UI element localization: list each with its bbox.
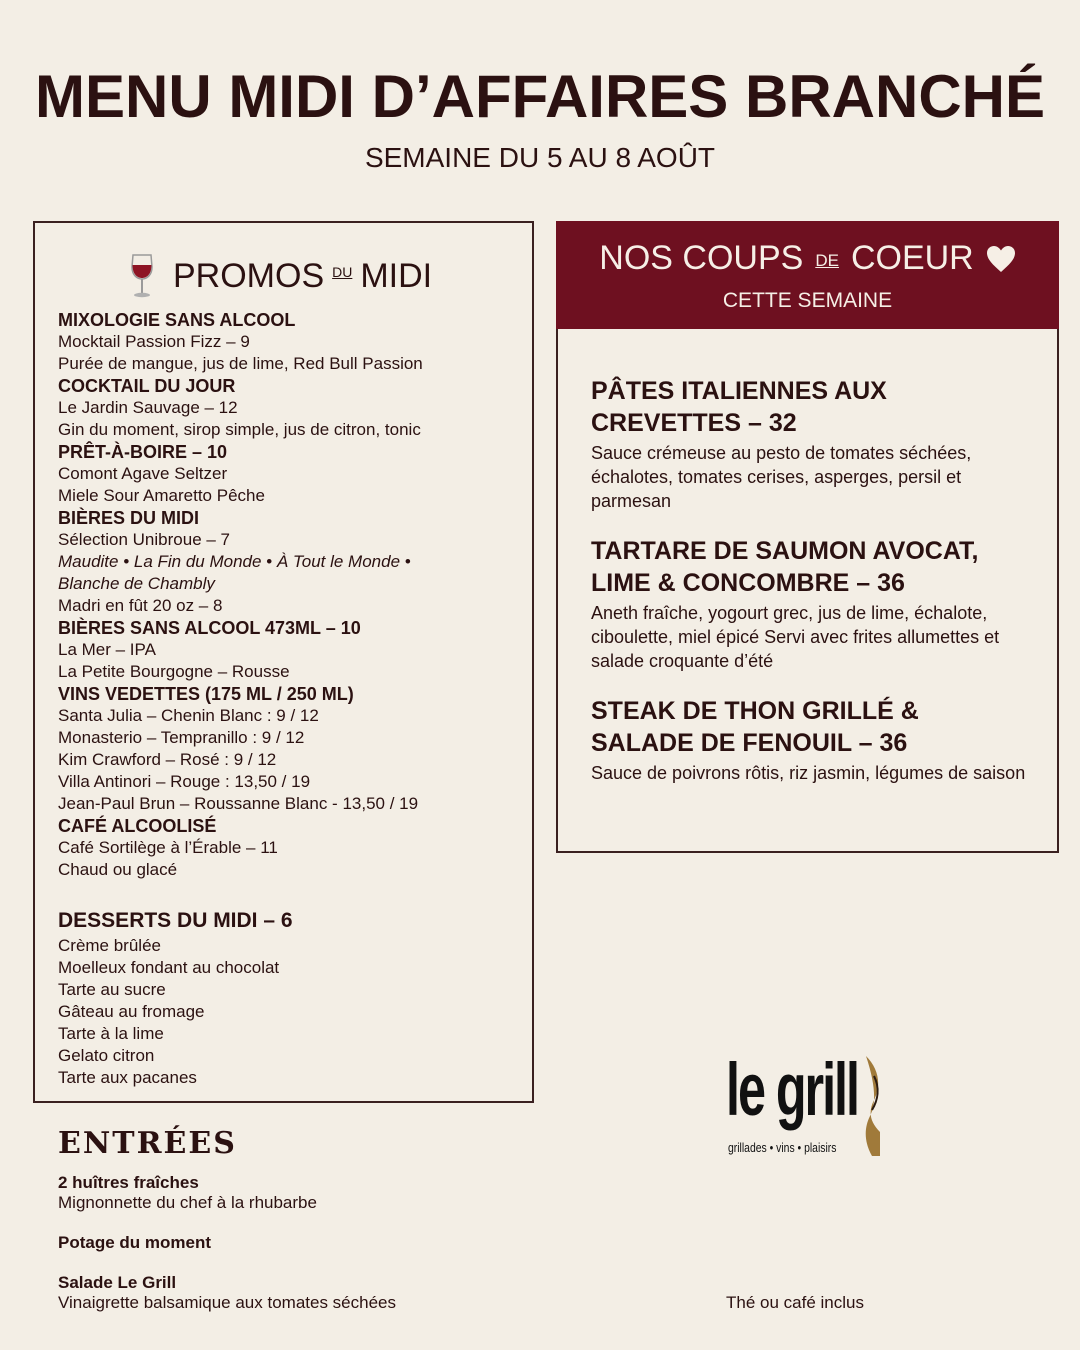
promo-line: Chaud ou glacé <box>58 860 178 879</box>
promo-line: Mocktail Passion Fizz – 9 <box>58 332 250 351</box>
entree-name: Salade Le Grill <box>58 1273 177 1292</box>
entree-item <box>58 1273 558 1313</box>
promo-line: Jean-Paul Brun – Roussanne Blanc - 13,50 / 19 <box>58 794 419 813</box>
coups-de-coeur-header <box>556 221 1059 329</box>
promo-section-heading: VINS VEDETTES (175 ML / 250 ML) <box>58 684 354 704</box>
dessert-item: Tarte à la lime <box>58 1024 164 1043</box>
coeur-subtitle: CETTE SEMAINE <box>722 289 893 312</box>
entree-description: Vinaigrette balsamique aux tomates séchées <box>58 1293 396 1312</box>
promo-line: Comont Agave Seltzer <box>58 464 228 483</box>
flame-accent-icon <box>860 1056 886 1156</box>
promo-line: Gin du moment, sirop simple, jus de citron, tonic <box>58 420 421 439</box>
dessert-item: Gelato citron <box>58 1046 155 1065</box>
desserts-heading: DESSERTS DU MIDI – 6 <box>58 909 293 932</box>
entree-description: Mignonnette du chef à la rhubarbe <box>58 1193 317 1212</box>
dish-item <box>591 375 1031 513</box>
dish-description: Sauce de poivrons rôtis, riz jasmin, légumes de saison <box>591 763 1026 783</box>
coeur-title: NOS COUPS <box>599 239 804 277</box>
footer-note: Thé ou café inclus <box>726 1293 864 1312</box>
dish-description: Aneth fraîche, yogourt grec, jus de lime, échalote, ciboulette, miel épicé Servi avec frites allumettes et salade croquante d’été <box>591 603 1000 671</box>
dish-name: PÂTES ITALIENNES AUX CREVETTES – 32 <box>591 377 887 437</box>
promo-line: La Mer – IPA <box>58 640 156 659</box>
promo-section-heading: PRÊT-À-BOIRE – 10 <box>58 442 228 462</box>
coeur-title-de: DE <box>815 250 839 270</box>
promo-line: Le Jardin Sauvage – 12 <box>58 398 238 417</box>
promo-line: Purée de mangue, jus de lime, Red Bull Passion <box>58 354 423 373</box>
promo-line: Villa Antinori – Rouge : 13,50 / 19 <box>58 772 311 791</box>
dish-item <box>591 695 1031 785</box>
promo-line: Blanche de Chambly <box>58 574 215 593</box>
promo-line: Sélection Unibroue – 7 <box>58 530 231 549</box>
promos-title-du: DU <box>332 264 353 280</box>
coups-de-coeur-box <box>556 221 1059 853</box>
promo-line: Maudite • La Fin du Monde • À Tout le Monde • <box>58 552 411 571</box>
entree-item <box>58 1173 558 1213</box>
entrees-title: ENTRÉES <box>58 1126 237 1161</box>
promos-title: PROMOS <box>173 256 325 295</box>
heart-icon <box>986 245 1016 273</box>
le-grill-logo <box>726 1050 896 1165</box>
promo-line: Madri en fût 20 oz – 8 <box>58 596 223 615</box>
dessert-item: Tarte au sucre <box>58 980 166 999</box>
dessert-item: Gâteau au fromage <box>58 1002 205 1021</box>
promo-line: Santa Julia – Chenin Blanc : 9 / 12 <box>58 706 319 725</box>
dessert-item: Crème brûlée <box>58 936 161 955</box>
promos-list <box>58 309 518 881</box>
promo-section-heading: BIÈRES SANS ALCOOL 473ML – 10 <box>58 618 361 638</box>
promo-line: Miele Sour Amaretto Pêche <box>58 486 265 505</box>
dessert-item: Moelleux fondant au chocolat <box>58 958 280 977</box>
dish-item <box>591 535 1031 673</box>
dish-description: Sauce crémeuse au pesto de tomates séchées, échalotes, tomates cerises, asperges, persil et parmesan <box>591 443 972 511</box>
entree-name: 2 huîtres fraîches <box>58 1173 199 1192</box>
promos-title-midi: MIDI <box>360 256 433 295</box>
dish-name: STEAK DE THON GRILLÉ & SALADE DE FENOUIL – 36 <box>591 697 919 757</box>
page-title: MENU MIDI D’AFFAIRES BRANCHÉ <box>34 63 1045 130</box>
wine-glass-icon <box>125 253 159 299</box>
coeur-title-coeur: COEUR <box>850 239 974 277</box>
dessert-item: Tarte aux pacanes <box>58 1068 197 1087</box>
logo-wordmark: le grill <box>726 1048 858 1131</box>
entree-item <box>58 1233 558 1253</box>
promos-header <box>125 251 505 301</box>
logo-tagline: grillades • vins • plaisirs <box>728 1140 837 1155</box>
promo-line: Monasterio – Tempranillo : 9 / 12 <box>58 728 305 747</box>
page-subtitle: SEMAINE DU 5 AU 8 AOÛT <box>364 142 716 173</box>
entree-name: Potage du moment <box>58 1233 212 1252</box>
promos-box <box>33 221 534 1103</box>
promo-line: Kim Crawford – Rosé : 9 / 12 <box>58 750 277 769</box>
promo-section-heading: BIÈRES DU MIDI <box>58 508 200 528</box>
dish-name: TARTARE DE SAUMON AVOCAT, LIME & CONCOMBRE – 36 <box>591 537 979 597</box>
promo-line: Café Sortilège à l’Érable – 11 <box>58 838 278 857</box>
promo-section-heading: COCKTAIL DU JOUR <box>58 376 236 396</box>
promo-line: La Petite Bourgogne – Rousse <box>58 662 290 681</box>
desserts-section <box>58 907 518 1089</box>
promo-section-heading: CAFÉ ALCOOLISÉ <box>58 816 217 836</box>
promo-section-heading: MIXOLOGIE SANS ALCOOL <box>58 310 296 330</box>
entrees-list <box>58 1173 558 1333</box>
